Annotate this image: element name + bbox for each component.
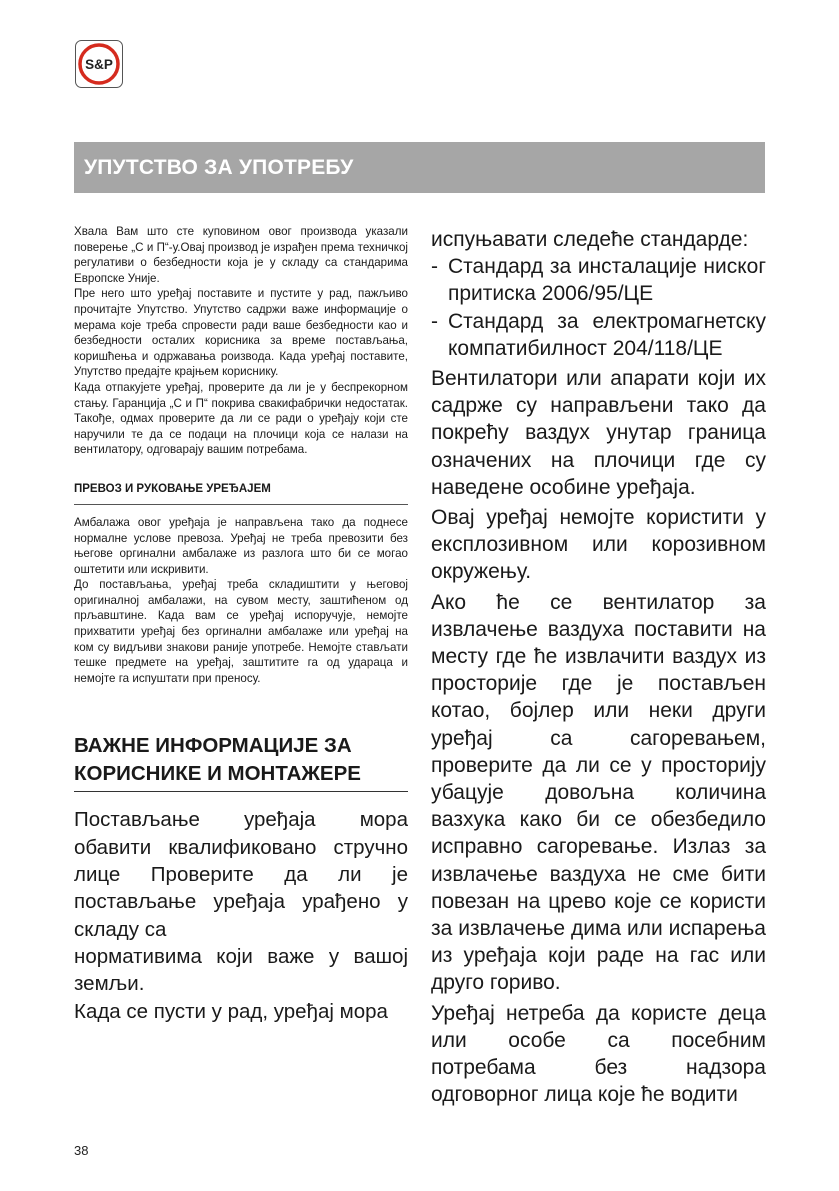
standard-item: Стандард за електромагнетску компатибилност 204/118/ЦЕ <box>448 309 766 360</box>
list-dash: - <box>431 255 438 279</box>
transport-heading: ПРЕВОЗ И РУКОВАЊЕ УРЕЂАЈЕМ <box>74 483 408 505</box>
transport-paragraph: Амбалажа овог уређаја је направљена тако да поднесе нормалне услове превоза. Уређај не треба превозити без његове оргинални амбалаже из разлога што би се могао оштетити или искривити. <box>74 515 408 576</box>
important-paragraph: нормативима који важе у вашој земљи. <box>74 944 408 996</box>
important-section <box>74 806 408 1024</box>
right-column <box>431 226 766 1109</box>
logo-text: S&P <box>85 57 113 72</box>
transport-section <box>74 515 408 687</box>
important-paragraph: Постављање уређаја мора обавити квалификовано стручно лице Проверите да ли је постављање уређаја урађено у складу са <box>74 808 408 941</box>
transport-paragraph: До постављања, уређај треба складиштити у његовој оригиналној амбалажи, на сувом месту, заштићеном од прљавштине. Када вам се уређај испоручује, немојте прихватити уређај без оргинални амбалаже или уређај на ком су видљиви знакови раније употребе. Немојте стављати тешке предмете на уређај, заштитите га од удараца и немојте га испуштати при преносу. <box>74 578 408 685</box>
list-dash: - <box>431 309 438 333</box>
standards-lead: испуњавати следеће стандарде: <box>431 228 749 251</box>
intro-paragraph: Пре него што уређај поставите и пустите у рад, пажљиво прочитајте Упутство. Упутство садржи важе информације о мерама које треба спровести ради ваше безбедности као и безбедности осталих корисника за време постављања, коришћења и одржавања роизвода. Када уређај поставите, Упутство предајте крајњем кориснику. <box>74 287 408 379</box>
standard-item: Стандард за инсталације ниског притиска 2006/95/ЦЕ <box>448 255 766 306</box>
left-column <box>74 224 408 1025</box>
important-heading: ВАЖНЕ ИНФОРМАЦИЈЕ ЗА КОРИСНИКЕ И МОНТАЖЕРЕ <box>74 732 408 792</box>
body-paragraph: Овај уређај немојте користити у експлозивном или корозивном окружењу. <box>431 506 766 584</box>
intro-paragraph: Када отпакујете уређај, проверите да ли је у беспрекорном стању. Гаранција „С и П“ покрива свакифабрички недостатак. Такође, одмах проверите да ли се ради о уређају који сте наручили те да се подаци на плочици која се налази на вентилатору, одговарају вашим потребама. <box>74 380 408 457</box>
page-number: 38 <box>74 1143 89 1158</box>
intro-section <box>74 224 408 458</box>
page-title: УПУТСТВО ЗА УПОТРЕБУ <box>74 142 765 193</box>
body-paragraph: Ако ће се вентилатор за извлачење ваздуха поставити на месту где ће извлачити ваздух из просторије где је постављен котао, бојлер или неки други уређај са сагоревањем, проверите да ли се у просторију убацује довољна количина вазхука како би се обезбедило исправно сагоревање. Излаз за извлачење ваздуха не сме бити повезан на црево које се користи за извлачење дима или испарења из уређаја који раде на гас или друго гориво. <box>431 590 766 995</box>
intro-paragraph: Хвала Вам што сте куповином овог производа указали поверење „С и П“-у.Овај производ је израђен према техничкој регулативи о безбедности која је у складу са стандарима Европске Уније. <box>74 225 408 285</box>
brand-logo <box>75 40 123 88</box>
body-paragraph: Уређај нетреба да користе деца или особе са посебним потребама без надзора одговорног лица које ће водити <box>431 1001 766 1107</box>
body-paragraph: Вентилатори или апарати који их садрже су направљени тако да покрећу ваздух унутар граница означених на плочици где су наведене особине уређаја. <box>431 367 766 499</box>
list-item <box>431 253 766 307</box>
list-item <box>431 308 766 362</box>
important-paragraph: Када се пусти у рад, уређај мора <box>74 999 388 1023</box>
sp-logo-icon <box>75 40 123 88</box>
